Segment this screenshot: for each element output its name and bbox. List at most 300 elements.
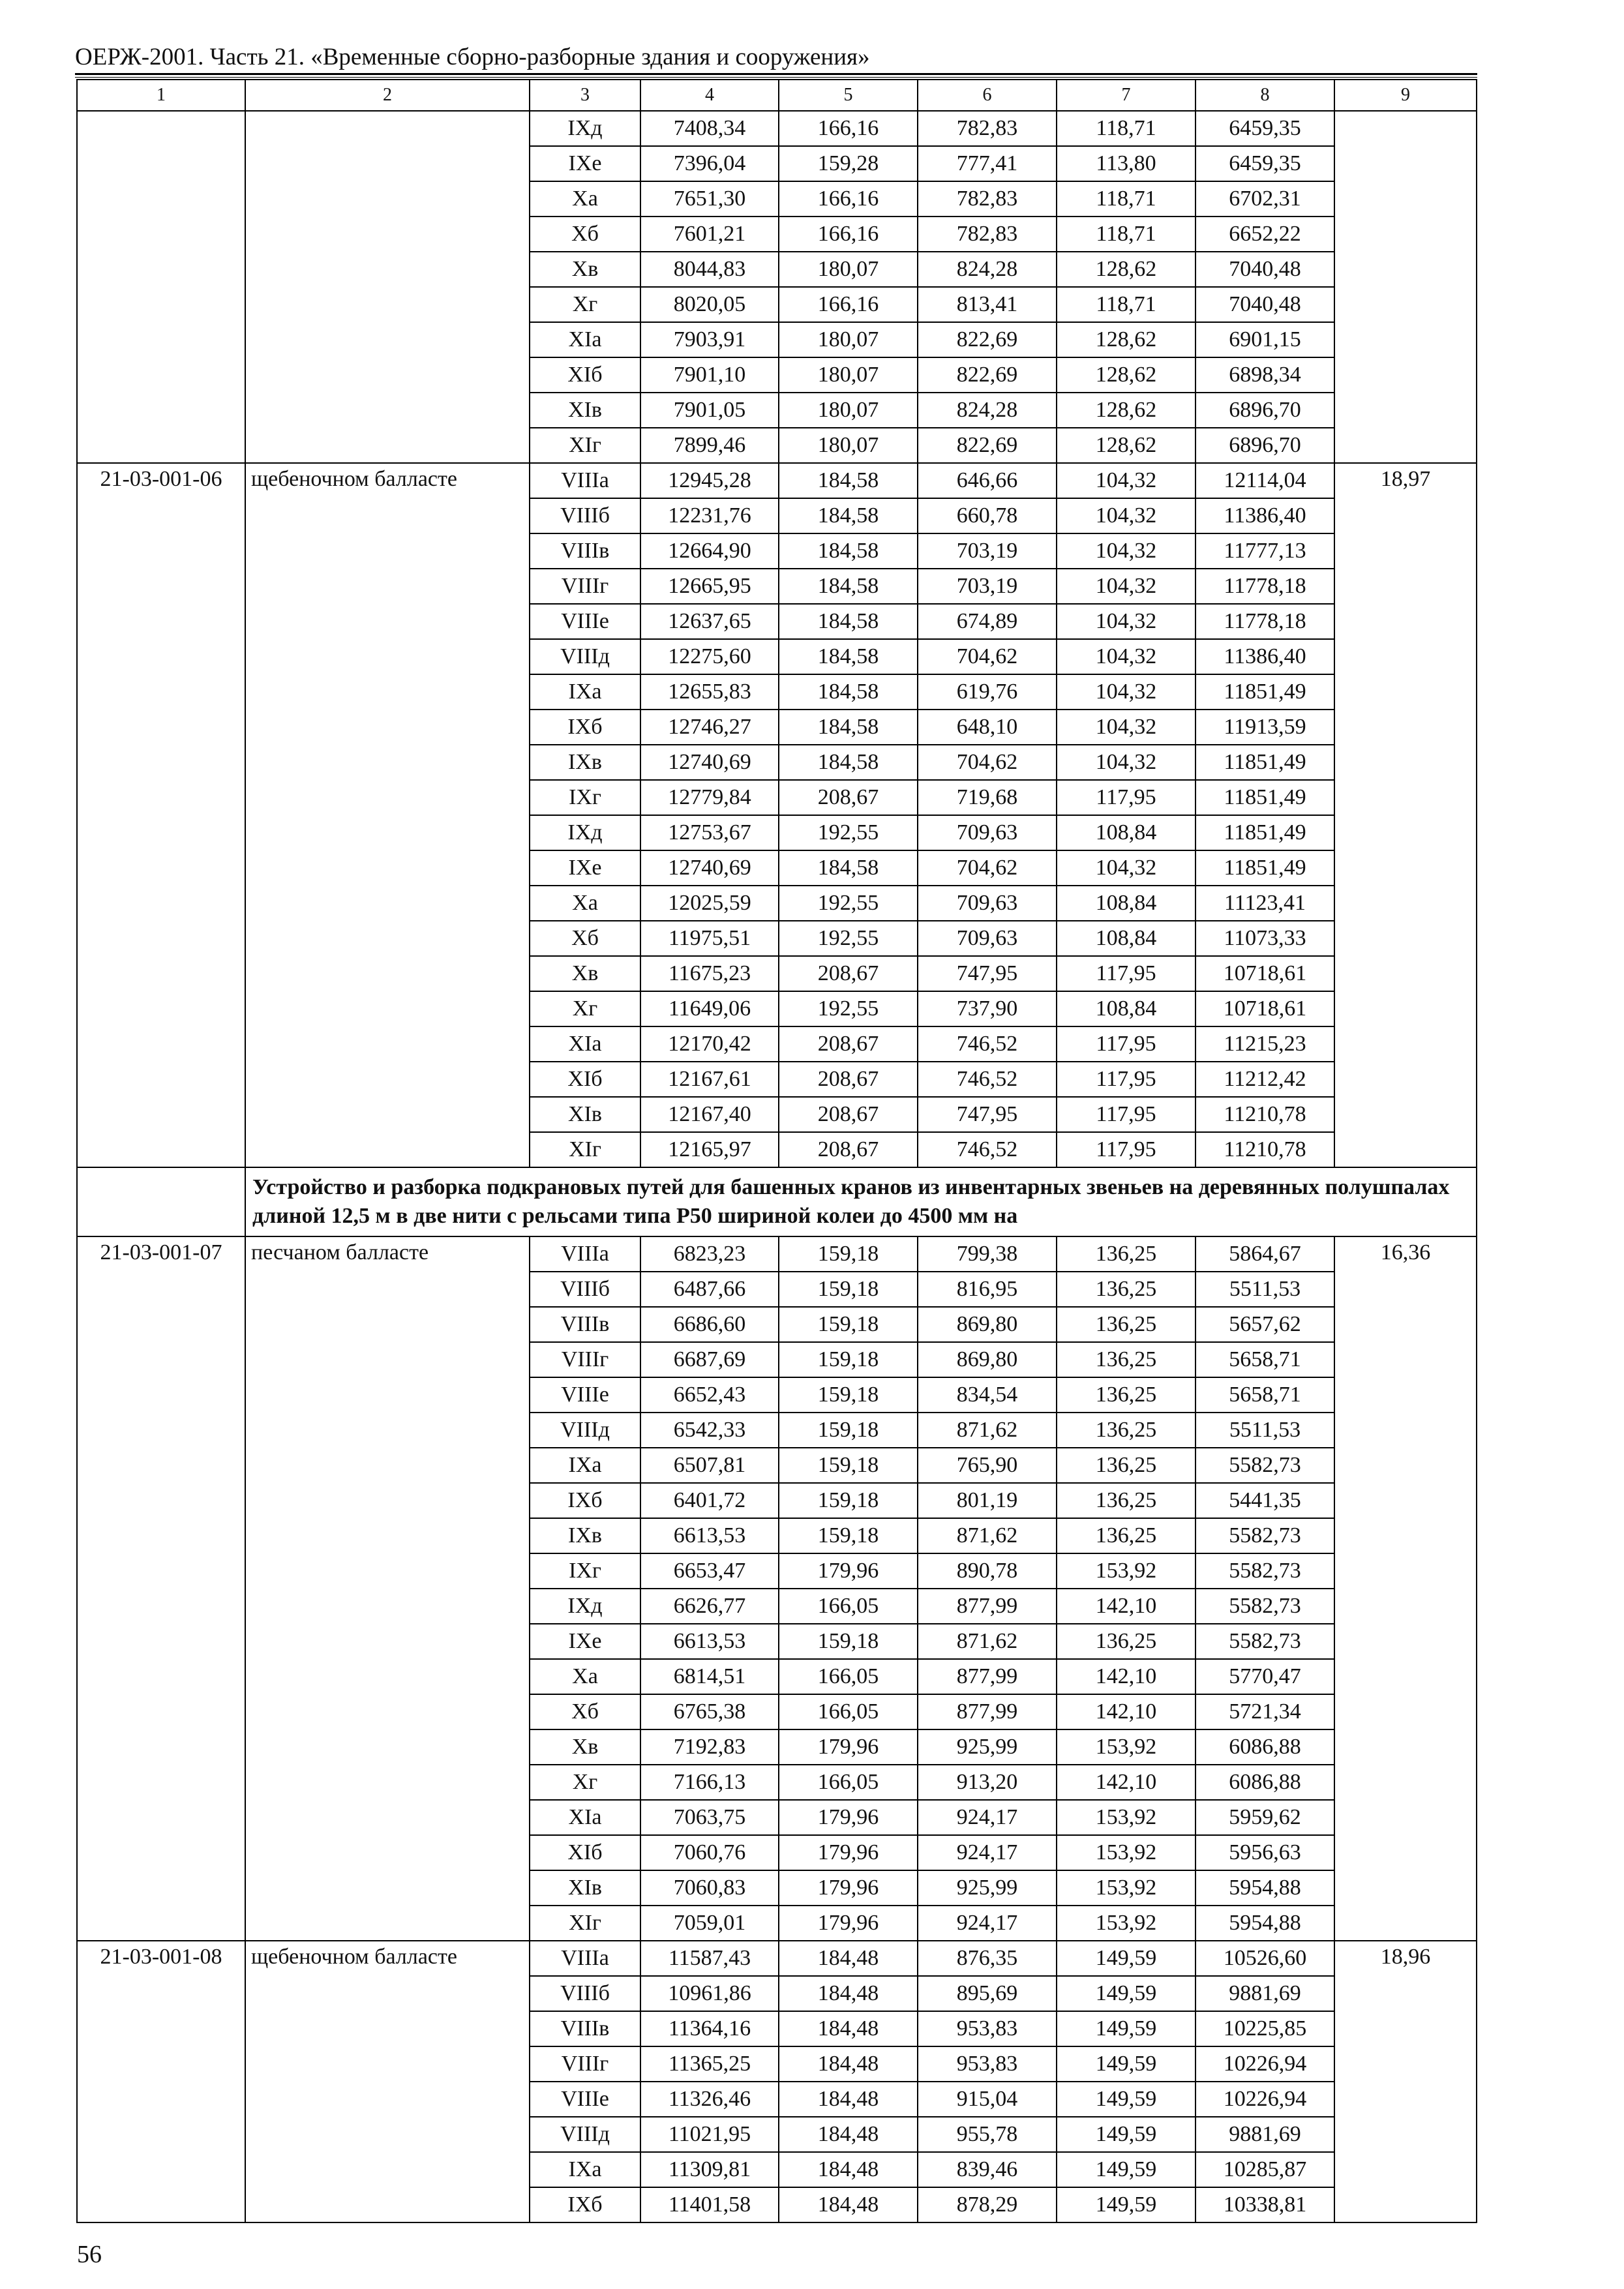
value-cell: 113,80: [1057, 146, 1195, 181]
value-cell: 149,59: [1057, 1976, 1195, 2011]
value-cell: 12167,61: [640, 1062, 779, 1097]
value-cell: 166,05: [779, 1589, 918, 1624]
value-cell: 11851,49: [1195, 815, 1334, 850]
value-cell: 6487,66: [640, 1272, 779, 1307]
value-cell: IXа: [530, 2152, 640, 2187]
value-cell: 12740,69: [640, 850, 779, 886]
value-cell: 824,28: [918, 393, 1057, 428]
value-cell: XIг: [530, 1132, 640, 1167]
value-cell: VIIIа: [530, 463, 640, 498]
value-cell: 876,35: [918, 1941, 1057, 1976]
value-cell: 10961,86: [640, 1976, 779, 2011]
value-cell: 782,83: [918, 111, 1057, 146]
value-cell: 5582,73: [1195, 1448, 1334, 1483]
value-cell: IXд: [530, 111, 640, 146]
value-cell: 11073,33: [1195, 921, 1334, 956]
value-cell: 104,32: [1057, 498, 1195, 533]
value-cell: 782,83: [918, 181, 1057, 217]
value-cell: 136,25: [1057, 1413, 1195, 1448]
value-cell: 149,59: [1057, 2187, 1195, 2222]
value-cell: 184,48: [779, 2011, 918, 2046]
value-cell: 765,90: [918, 1448, 1057, 1483]
value-cell: 11778,18: [1195, 604, 1334, 639]
column-number: 1: [77, 80, 245, 111]
column-number: 6: [918, 80, 1057, 111]
value-cell: 7651,30: [640, 181, 779, 217]
value-cell: 179,96: [779, 1870, 918, 1906]
value-cell: 179,96: [779, 1729, 918, 1765]
value-cell: 6687,69: [640, 1342, 779, 1377]
rate-name: щебеночном балласте: [245, 1941, 530, 2222]
value-cell: 953,83: [918, 2011, 1057, 2046]
value-cell: 5658,71: [1195, 1342, 1334, 1377]
value-cell: 6765,38: [640, 1694, 779, 1729]
value-cell: VIIIе: [530, 604, 640, 639]
value-cell: 813,41: [918, 287, 1057, 322]
value-cell: 208,67: [779, 1132, 918, 1167]
value-cell: 7060,83: [640, 1870, 779, 1906]
value-cell: 184,58: [779, 604, 918, 639]
value-cell: VIIIб: [530, 1976, 640, 2011]
value-cell: 6613,53: [640, 1624, 779, 1659]
value-cell: 871,62: [918, 1413, 1057, 1448]
value-cell: 869,80: [918, 1342, 1057, 1377]
header-rule-thin: [75, 77, 1477, 78]
value-cell: 179,96: [779, 1553, 918, 1589]
value-cell: 192,55: [779, 886, 918, 921]
value-cell: 11386,40: [1195, 498, 1334, 533]
value-cell: 117,95: [1057, 1097, 1195, 1132]
value-cell: 5954,88: [1195, 1870, 1334, 1906]
value-cell: XIг: [530, 1906, 640, 1941]
value-cell: 5582,73: [1195, 1553, 1334, 1589]
value-cell: 704,62: [918, 850, 1057, 886]
value-cell: 108,84: [1057, 921, 1195, 956]
value-cell: IXг: [530, 1553, 640, 1589]
value-cell: 822,69: [918, 428, 1057, 463]
value-cell: 7901,05: [640, 393, 779, 428]
value-cell: 895,69: [918, 1976, 1057, 2011]
value-cell: 11851,49: [1195, 780, 1334, 815]
value-cell: XIа: [530, 1026, 640, 1062]
value-cell: 104,32: [1057, 674, 1195, 710]
rate-code: 21-03-001-06: [77, 463, 245, 1167]
value-cell: 10226,94: [1195, 2082, 1334, 2117]
value-cell: 7040,48: [1195, 287, 1334, 322]
value-cell: 6814,51: [640, 1659, 779, 1694]
value-cell: 11364,16: [640, 2011, 779, 2046]
value-cell: 142,10: [1057, 1659, 1195, 1694]
value-cell: 7192,83: [640, 1729, 779, 1765]
value-cell: 12167,40: [640, 1097, 779, 1132]
value-cell: 777,41: [918, 146, 1057, 181]
rate-name: песчаном балласте: [245, 1236, 530, 1941]
code-cell: [77, 111, 245, 463]
value-cell: 12231,76: [640, 498, 779, 533]
value-cell: 10285,87: [1195, 2152, 1334, 2187]
value-cell: XIв: [530, 1870, 640, 1906]
value-cell: VIIIе: [530, 2082, 640, 2117]
value-cell: 180,07: [779, 322, 918, 357]
value-cell: 11212,42: [1195, 1062, 1334, 1097]
value-cell: 11649,06: [640, 991, 779, 1026]
value-cell: 12779,84: [640, 780, 779, 815]
value-cell: XIв: [530, 393, 640, 428]
name-cell: [245, 111, 530, 463]
header-rule: [75, 73, 1477, 75]
value-cell: 104,32: [1057, 533, 1195, 569]
value-cell: 104,32: [1057, 463, 1195, 498]
column-number: 9: [1334, 80, 1477, 111]
column-number: 7: [1057, 80, 1195, 111]
value-cell: 184,58: [779, 498, 918, 533]
rate-col9: 18,96: [1334, 1941, 1477, 2222]
value-cell: 208,67: [779, 1062, 918, 1097]
value-cell: 136,25: [1057, 1307, 1195, 1342]
column-number: 3: [530, 80, 640, 111]
value-cell: 6626,77: [640, 1589, 779, 1624]
value-cell: 10338,81: [1195, 2187, 1334, 2222]
value-cell: 6542,33: [640, 1413, 779, 1448]
value-cell: 166,05: [779, 1659, 918, 1694]
value-cell: 11326,46: [640, 2082, 779, 2117]
value-cell: XIб: [530, 1062, 640, 1097]
value-cell: 5864,67: [1195, 1236, 1334, 1272]
value-cell: 7899,46: [640, 428, 779, 463]
value-cell: 117,95: [1057, 1026, 1195, 1062]
value-cell: 184,58: [779, 463, 918, 498]
value-cell: 184,48: [779, 1941, 918, 1976]
value-cell: 136,25: [1057, 1624, 1195, 1659]
value-cell: 10226,94: [1195, 2046, 1334, 2082]
value-cell: Xа: [530, 886, 640, 921]
value-cell: Xв: [530, 956, 640, 991]
value-cell: VIIIг: [530, 1342, 640, 1377]
value-cell: 208,67: [779, 1097, 918, 1132]
value-cell: 184,48: [779, 2082, 918, 2117]
value-cell: 10718,61: [1195, 956, 1334, 991]
value-cell: IXб: [530, 710, 640, 745]
value-cell: 12275,60: [640, 639, 779, 674]
value-cell: 184,48: [779, 2117, 918, 2152]
value-cell: 12753,67: [640, 815, 779, 850]
value-cell: 6401,72: [640, 1483, 779, 1518]
value-cell: VIIIг: [530, 2046, 640, 2082]
value-cell: 10225,85: [1195, 2011, 1334, 2046]
value-cell: 179,96: [779, 1906, 918, 1941]
value-cell: 192,55: [779, 921, 918, 956]
column-number-row: [77, 80, 1477, 111]
value-cell: 149,59: [1057, 2152, 1195, 2187]
value-cell: 136,25: [1057, 1518, 1195, 1553]
value-cell: 104,32: [1057, 850, 1195, 886]
value-cell: XIг: [530, 428, 640, 463]
value-cell: 5441,35: [1195, 1483, 1334, 1518]
value-cell: 166,16: [779, 181, 918, 217]
value-cell: 118,71: [1057, 111, 1195, 146]
value-cell: IXв: [530, 745, 640, 780]
column-number: 5: [779, 80, 918, 111]
value-cell: 166,16: [779, 217, 918, 252]
rate-code: 21-03-001-07: [77, 1236, 245, 1941]
value-cell: 117,95: [1057, 1062, 1195, 1097]
value-cell: 153,92: [1057, 1729, 1195, 1765]
value-cell: 915,04: [918, 2082, 1057, 2117]
table-row: [77, 1941, 1477, 1976]
value-cell: 9881,69: [1195, 2117, 1334, 2152]
value-cell: 5954,88: [1195, 1906, 1334, 1941]
value-cell: 159,18: [779, 1377, 918, 1413]
value-cell: 660,78: [918, 498, 1057, 533]
value-cell: 159,18: [779, 1624, 918, 1659]
value-cell: 153,92: [1057, 1870, 1195, 1906]
value-cell: 136,25: [1057, 1377, 1195, 1413]
value-cell: 877,99: [918, 1589, 1057, 1624]
value-cell: 709,63: [918, 921, 1057, 956]
value-cell: 159,18: [779, 1448, 918, 1483]
value-cell: 6898,34: [1195, 357, 1334, 393]
value-cell: 12664,90: [640, 533, 779, 569]
value-cell: Xб: [530, 921, 640, 956]
value-cell: 12170,42: [640, 1026, 779, 1062]
value-cell: 118,71: [1057, 287, 1195, 322]
value-cell: 108,84: [1057, 886, 1195, 921]
value-cell: 7059,01: [640, 1906, 779, 1941]
value-cell: 208,67: [779, 956, 918, 991]
value-cell: 166,05: [779, 1694, 918, 1729]
value-cell: 11215,23: [1195, 1026, 1334, 1062]
value-cell: 871,62: [918, 1518, 1057, 1553]
value-cell: 924,17: [918, 1835, 1057, 1870]
value-cell: 6459,35: [1195, 111, 1334, 146]
value-cell: 104,32: [1057, 604, 1195, 639]
section-title: Устройство и разборка подкрановых путей для башенных кранов из инвентарных звеньев на деревянных полушпалах длиной 12,5 м в две нити с рельсами типа Р50 шириной колеи до 4500 мм на: [245, 1167, 1477, 1236]
value-cell: 149,59: [1057, 2082, 1195, 2117]
value-cell: 159,18: [779, 1342, 918, 1377]
value-cell: 6652,22: [1195, 217, 1334, 252]
value-cell: 159,28: [779, 146, 918, 181]
column-number: 8: [1195, 80, 1334, 111]
value-cell: 6086,88: [1195, 1765, 1334, 1800]
value-cell: 184,58: [779, 710, 918, 745]
value-cell: 5657,62: [1195, 1307, 1334, 1342]
value-cell: 925,99: [918, 1870, 1057, 1906]
value-cell: 5959,62: [1195, 1800, 1334, 1835]
value-cell: 955,78: [918, 2117, 1057, 2152]
value-cell: 648,10: [918, 710, 1057, 745]
value-cell: 704,62: [918, 639, 1057, 674]
value-cell: IXа: [530, 1448, 640, 1483]
value-cell: 5582,73: [1195, 1589, 1334, 1624]
value-cell: 153,92: [1057, 1835, 1195, 1870]
value-cell: Xа: [530, 181, 640, 217]
value-cell: VIIIб: [530, 1272, 640, 1307]
value-cell: 5582,73: [1195, 1624, 1334, 1659]
value-cell: 118,71: [1057, 181, 1195, 217]
value-cell: 117,95: [1057, 780, 1195, 815]
value-cell: VIIIд: [530, 2117, 640, 2152]
value-cell: 128,62: [1057, 393, 1195, 428]
value-cell: 6507,81: [640, 1448, 779, 1483]
value-cell: 142,10: [1057, 1589, 1195, 1624]
value-cell: 208,67: [779, 1026, 918, 1062]
value-cell: 824,28: [918, 252, 1057, 287]
value-cell: 782,83: [918, 217, 1057, 252]
value-cell: 6702,31: [1195, 181, 1334, 217]
value-cell: 925,99: [918, 1729, 1057, 1765]
value-cell: Xв: [530, 1729, 640, 1765]
value-cell: 5956,63: [1195, 1835, 1334, 1870]
value-cell: 12665,95: [640, 569, 779, 604]
value-cell: 674,89: [918, 604, 1057, 639]
value-cell: 709,63: [918, 886, 1057, 921]
value-cell: 184,58: [779, 639, 918, 674]
value-cell: 11386,40: [1195, 639, 1334, 674]
value-cell: 159,18: [779, 1413, 918, 1448]
value-cell: 839,46: [918, 2152, 1057, 2187]
value-cell: 7408,34: [640, 111, 779, 146]
value-cell: XIб: [530, 357, 640, 393]
value-cell: 11975,51: [640, 921, 779, 956]
value-cell: 877,99: [918, 1659, 1057, 1694]
value-cell: 142,10: [1057, 1694, 1195, 1729]
value-cell: 159,18: [779, 1236, 918, 1272]
value-cell: 149,59: [1057, 2117, 1195, 2152]
value-cell: VIIIб: [530, 498, 640, 533]
value-cell: 11587,43: [640, 1941, 779, 1976]
value-cell: 12740,69: [640, 745, 779, 780]
value-cell: XIв: [530, 1097, 640, 1132]
value-cell: 11210,78: [1195, 1132, 1334, 1167]
value-cell: 5721,34: [1195, 1694, 1334, 1729]
rate-name: щебеночном балласте: [245, 463, 530, 1167]
value-cell: VIIIа: [530, 1236, 640, 1272]
value-cell: IXе: [530, 146, 640, 181]
value-cell: IXд: [530, 1589, 640, 1624]
value-cell: 871,62: [918, 1624, 1057, 1659]
value-cell: 11778,18: [1195, 569, 1334, 604]
value-cell: 924,17: [918, 1800, 1057, 1835]
value-cell: 801,19: [918, 1483, 1057, 1518]
value-cell: 180,07: [779, 393, 918, 428]
value-cell: XIа: [530, 1800, 640, 1835]
value-cell: 12114,04: [1195, 463, 1334, 498]
value-cell: IXб: [530, 1483, 640, 1518]
value-cell: 136,25: [1057, 1448, 1195, 1483]
value-cell: XIа: [530, 322, 640, 357]
value-cell: 136,25: [1057, 1342, 1195, 1377]
value-cell: 12025,59: [640, 886, 779, 921]
value-cell: 153,92: [1057, 1800, 1195, 1835]
value-cell: 11851,49: [1195, 745, 1334, 780]
value-cell: VIIIа: [530, 1941, 640, 1976]
value-cell: 6901,15: [1195, 322, 1334, 357]
value-cell: 184,58: [779, 850, 918, 886]
value-cell: 142,10: [1057, 1765, 1195, 1800]
value-cell: Xа: [530, 1659, 640, 1694]
value-cell: 136,25: [1057, 1483, 1195, 1518]
value-cell: 179,96: [779, 1835, 918, 1870]
value-cell: 619,76: [918, 674, 1057, 710]
value-cell: 136,25: [1057, 1236, 1195, 1272]
page-number: 56: [77, 2241, 102, 2268]
value-cell: 208,67: [779, 780, 918, 815]
value-cell: 924,17: [918, 1906, 1057, 1941]
value-cell: 184,58: [779, 745, 918, 780]
value-cell: 153,92: [1057, 1906, 1195, 1941]
value-cell: VIIIе: [530, 1377, 640, 1413]
value-cell: 108,84: [1057, 815, 1195, 850]
value-cell: 5658,71: [1195, 1377, 1334, 1413]
value-cell: 8044,83: [640, 252, 779, 287]
value-cell: IXд: [530, 815, 640, 850]
value-cell: 6896,70: [1195, 428, 1334, 463]
value-cell: 7063,75: [640, 1800, 779, 1835]
table-row: [77, 463, 1477, 498]
value-cell: Xг: [530, 287, 640, 322]
value-cell: VIIIд: [530, 1413, 640, 1448]
value-cell: IXб: [530, 2187, 640, 2222]
value-cell: 709,63: [918, 815, 1057, 850]
value-cell: 159,18: [779, 1483, 918, 1518]
value-cell: 5511,53: [1195, 1413, 1334, 1448]
value-cell: 12945,28: [640, 463, 779, 498]
value-cell: 11777,13: [1195, 533, 1334, 569]
value-cell: 816,95: [918, 1272, 1057, 1307]
value-cell: 8020,05: [640, 287, 779, 322]
value-cell: IXв: [530, 1518, 640, 1553]
value-cell: 10718,61: [1195, 991, 1334, 1026]
value-cell: 5511,53: [1195, 1272, 1334, 1307]
value-cell: 184,48: [779, 2152, 918, 2187]
value-cell: 6652,43: [640, 1377, 779, 1413]
value-cell: 7601,21: [640, 217, 779, 252]
value-cell: 12655,83: [640, 674, 779, 710]
value-cell: 179,96: [779, 1800, 918, 1835]
value-cell: 11021,95: [640, 2117, 779, 2152]
value-cell: 184,58: [779, 533, 918, 569]
value-cell: 192,55: [779, 991, 918, 1026]
value-cell: VIIIв: [530, 2011, 640, 2046]
value-cell: 12746,27: [640, 710, 779, 745]
value-cell: 6896,70: [1195, 393, 1334, 428]
value-cell: 7903,91: [640, 322, 779, 357]
value-cell: 822,69: [918, 357, 1057, 393]
value-cell: 746,52: [918, 1026, 1057, 1062]
value-cell: 153,92: [1057, 1553, 1195, 1589]
value-cell: 184,58: [779, 569, 918, 604]
rate-col9: 18,97: [1334, 463, 1477, 1167]
page-header: ОЕРЖ-2001. Часть 21. «Временные сборно-разборные здания и сооружения»: [75, 44, 870, 70]
value-cell: 180,07: [779, 252, 918, 287]
value-cell: 118,71: [1057, 217, 1195, 252]
value-cell: 159,18: [779, 1272, 918, 1307]
value-cell: 11210,78: [1195, 1097, 1334, 1132]
value-cell: 7060,76: [640, 1835, 779, 1870]
rate-code: 21-03-001-08: [77, 1941, 245, 2222]
value-cell: 6459,35: [1195, 146, 1334, 181]
value-cell: 746,52: [918, 1132, 1057, 1167]
value-cell: 7040,48: [1195, 252, 1334, 287]
value-cell: 11913,59: [1195, 710, 1334, 745]
table-row: [77, 1236, 1477, 1272]
table-row: [77, 111, 1477, 146]
value-cell: 192,55: [779, 815, 918, 850]
value-cell: 11851,49: [1195, 850, 1334, 886]
value-cell: 719,68: [918, 780, 1057, 815]
value-cell: 184,58: [779, 674, 918, 710]
value-cell: 869,80: [918, 1307, 1057, 1342]
